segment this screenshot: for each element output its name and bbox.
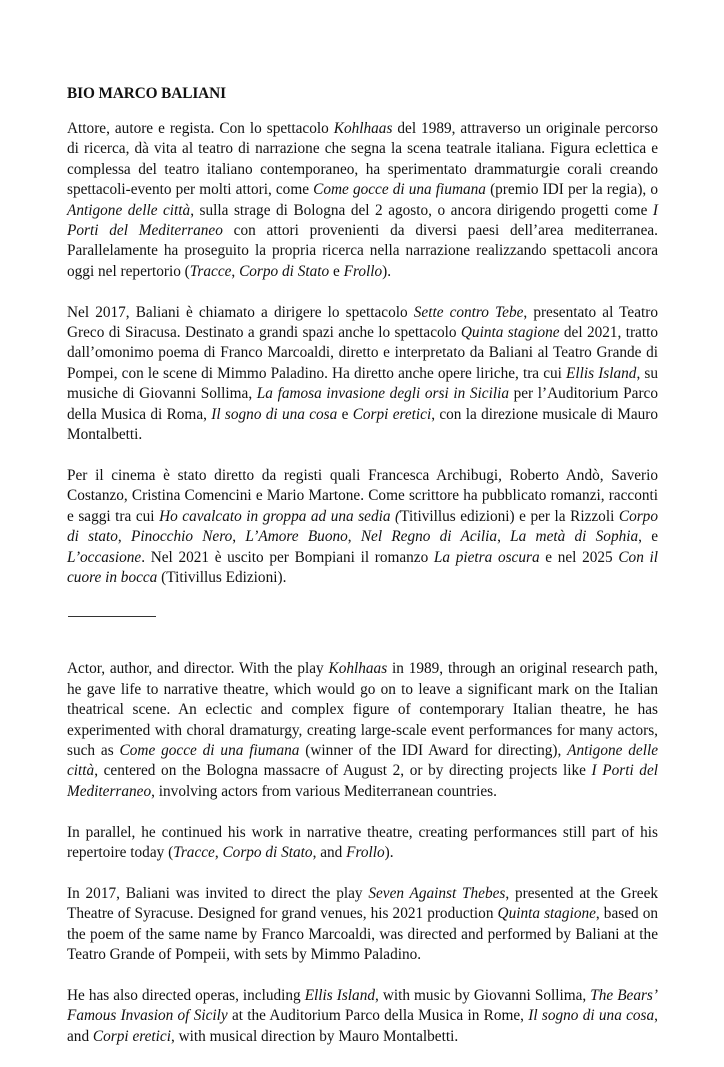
paragraph-en-1: Actor, author, and director. With the play Kohlhaas in 1989, through an original research path, he gave life to narrative theatre, which would go on to leave a significant mark on the Italian theatrical scene. An eclectic and complex figure of contemporary Italian theatre, he has experimented with choral dramaturgy, creating large-scale event performances for many actors, such as Come gocce di una fiumana (winner of the IDI Award for directing), Antigone delle città, centered on the Bologna massacre of August 2, or by directing projects like I Porti del Mediterraneo, involving actors from various Mediterranean countries. bbox=[67, 660, 659, 800]
italic-title: La pietra oscura bbox=[433, 548, 540, 566]
italic-title: Il sogno di una cosa bbox=[211, 405, 338, 423]
italic-title: L’Amore Buono bbox=[245, 528, 348, 546]
italic-title: Corpo di stato bbox=[67, 507, 658, 546]
italic-title: Corpo di Stato bbox=[239, 262, 330, 280]
italic-title: Antigone delle città bbox=[67, 741, 659, 780]
document-page bbox=[67, 84, 658, 1067]
italian-section bbox=[67, 119, 658, 588]
italic-title: Tracce bbox=[189, 262, 232, 280]
italic-title: Corpi eretici bbox=[352, 405, 432, 423]
paragraph-en-4: He has also directed operas, including Ellis Island, with music by Giovanni Sollima, The Bears’ Famous Invasion of Sicily at the Auditorium Parco della Musica in Rome, Il sogno di una cosa, and Corpi eretici, with musical direction by Mauro Montalbetti. bbox=[67, 986, 658, 1045]
italic-title: Come gocce di una fiumana bbox=[119, 741, 300, 759]
italic-title: Quinta stagione bbox=[460, 324, 560, 342]
spacer bbox=[67, 617, 658, 659]
italic-title: La metà di Sophia bbox=[510, 528, 639, 546]
italic-title: Frollo bbox=[346, 843, 385, 861]
paragraph-it-3: Per il cinema è stato diretto da registi quali Francesca Archibugi, Roberto Andò, Saverio Costanzo, Cristina Comencini e Mario Martone. Come scrittore ha pubblicato romanzi, racconti e saggi tra cui Ho cavalcato in groppa ad una sedia (Titivillus edizioni) e per la Rizzoli Corpo di stato, Pinocchio Nero, L’Amore Buono, Nel Regno di Acilia, La metà di Sophia, e L’occasione. Nel 2021 è uscito per Bompiani il romanzo La pietra oscura e nel 2025 Con il cuore in bocca (Titivillus Edizioni). bbox=[67, 466, 659, 586]
italic-title: Quinta stagione bbox=[497, 905, 596, 923]
italic-title: Ellis Island bbox=[304, 986, 375, 1004]
italic-title: Kohlhaas bbox=[333, 120, 393, 137]
italic-title: Come gocce di una fiumana bbox=[313, 181, 486, 199]
italic-title: Seven Against Thebes bbox=[368, 884, 506, 902]
paragraph-en-3: In 2017, Baliani was invited to direct the play Seven Against Thebes, presented at the Greek Theatre of Syracuse. Designed for grand venues, his 2021 production Quinta stagione, based on the poem of the same name by Franco Marcoaldi, was directed and performed by Baliani at the Teatro Grande of Pompeii, with sets by Mimmo Paladino. bbox=[67, 884, 659, 963]
english-section bbox=[67, 659, 658, 1047]
italic-title: I Porti del Mediterraneo bbox=[67, 201, 658, 240]
italic-title: Corpi eretici bbox=[92, 1027, 171, 1045]
italic-title: Antigone delle città bbox=[67, 201, 191, 219]
italic-title: Sette contro Tebe bbox=[413, 303, 524, 321]
italic-title: I Porti del Mediterraneo bbox=[67, 762, 658, 800]
paragraph-en-2: In parallel, he continued his work in narrative theatre, creating performances still part of his repertoire today (Tracce, Corpo di Stato, and Frollo). bbox=[67, 823, 658, 861]
italic-title: Ellis Island bbox=[566, 364, 637, 382]
paragraph-it-1: Attore, autore e regista. Con lo spettacolo Kohlhaas del 1989, attraverso un originale percorso di ricerca, dà vita al teatro di narrazione che segna la scena teatrale italiana. Figura eclettica e complessa del teatro italiano contemporaneo, ha sperimentato drammaturgie corali creando spettacoli-evento per molti attori, come Come gocce di una fiumana (premio IDI per la regia), o Antigone delle città, sulla strage di Bologna del 2 agosto, o ancora dirigendo progetti come I Porti del Mediterraneo con attori provenienti da diversi paesi dell’area mediterranea. Parallelamente ha proseguito la propria ricerca nella narrazione realizzando spettacoli ancora oggi nel repertorio (Tracce, Corpo di Stato e Frollo). bbox=[67, 120, 659, 280]
italic-title: Kohlhaas bbox=[328, 660, 388, 678]
italic-title: L’occasione bbox=[67, 548, 142, 566]
italic-title: Il sogno di una cosa bbox=[528, 1007, 655, 1025]
paragraph-it-2: Nel 2017, Baliani è chiamato a dirigere lo spettacolo Sette contro Tebe, presentato al Teatro Greco di Siracusa. Destinato a grandi spazi anche lo spettacolo Quinta stagione del 2021, tratto dall’omonimo poema di Franco Marcoaldi, diretto e interpretato da Baliani al Teatro Grande di Pompei, con le scene di Mimmo Paladino. Ha diretto anche opere liriche, tra cui Ellis Island, su musiche di Giovanni Sollima, La famosa invasione degli orsi in Sicilia per l’Auditorium Parco della Musica di Roma, Il sogno di una cosa e Corpi eretici, con la direzione musicale di Mauro Montalbetti. bbox=[67, 303, 658, 444]
italic-title: Nel Regno di Acilia bbox=[360, 528, 498, 546]
italic-title: Corpo di Stato bbox=[222, 843, 313, 861]
italic-title: Frollo bbox=[343, 262, 383, 280]
italic-title: Tracce bbox=[173, 843, 215, 861]
document-title: BIO MARCO BALIANI bbox=[67, 85, 226, 102]
italic-title: The Bears’ Famous Invasion of Sicily bbox=[67, 986, 658, 1025]
italic-title: Ho cavalcato in groppa ad una sedia ( bbox=[159, 507, 401, 525]
italic-title: Con il cuore in bocca bbox=[67, 548, 659, 586]
italic-title: La famosa invasione degli orsi in Sicilia bbox=[256, 385, 509, 403]
italic-title: Pinocchio Nero bbox=[130, 528, 233, 546]
